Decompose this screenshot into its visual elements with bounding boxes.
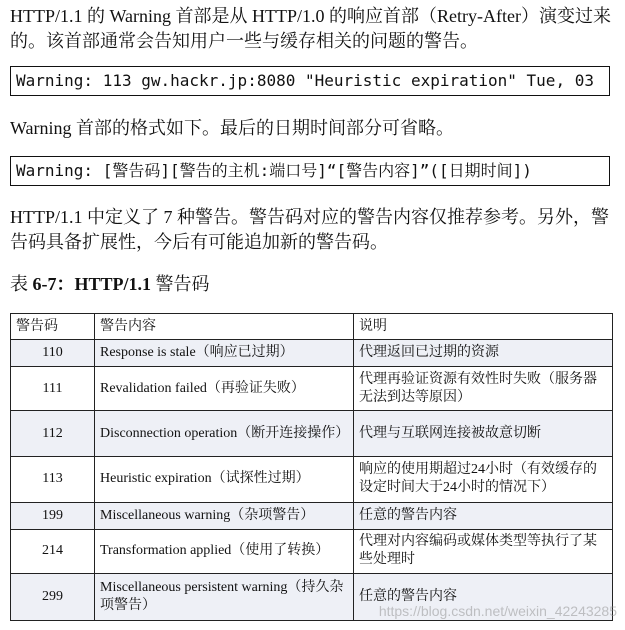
warning-content-cell: Disconnection operation（断开连接操作）: [95, 411, 354, 457]
caption-prefix: 表: [10, 274, 33, 294]
table-header-row: [11, 314, 613, 340]
warning-content-cell: Miscellaneous warning（杂项警告）: [95, 502, 354, 529]
caption-title-rest: 警告码: [151, 274, 210, 294]
warning-codes-table: [10, 313, 613, 621]
warning-syntax-code: Warning: [警告码][警告的主机:端口号]“[警告内容]”([日期时间]): [10, 156, 610, 186]
warning-code-cell: 113: [11, 457, 95, 502]
warning-code-cell: 199: [11, 502, 95, 529]
warning-content-cell: Miscellaneous persistent warning（持久杂项警告）: [95, 573, 354, 620]
warning-description-cell: 代理对内容编码或媒体类型等执行了某些处理时: [354, 529, 613, 573]
warning-description-cell: 任意的警告内容: [354, 573, 613, 620]
warning-description-cell: 代理再验证资源有效性时失败（服务器无法到达等原因）: [354, 367, 613, 411]
warning-count-paragraph: HTTP/1.1 中定义了 7 种警告。警告码对应的警告内容仅推荐参考。另外，警告码具备扩展性，今后有可能追加新的警告码。: [10, 207, 609, 252]
warning-description-cell: 代理返回已过期的资源: [354, 340, 613, 367]
warning-content-cell: Transformation applied（使用了转换）: [95, 529, 354, 573]
warning-description-cell: 任意的警告内容: [354, 502, 613, 529]
header-content: 警告内容: [95, 314, 354, 340]
table-row: [11, 502, 613, 529]
table-row: [11, 367, 613, 411]
warning-content-cell: Heuristic expiration（试探性过期）: [95, 457, 354, 502]
warning-code-cell: 214: [11, 529, 95, 573]
watermark-text: https://blog.csdn.net/weixin_42243285: [378, 603, 617, 619]
format-paragraph: Warning 首部的格式如下。最后的日期时间部分可省略。: [10, 118, 455, 138]
warning-description-cell: 代理与互联网连接被故意切断: [354, 411, 613, 457]
warning-content-cell: Revalidation failed（再验证失败）: [95, 367, 354, 411]
table-row: [11, 457, 613, 502]
warning-example-code: Warning: 113 gw.hackr.jp:8080 "Heuristic expiration" Tue, 03: [10, 66, 610, 96]
warning-code-cell: 299: [11, 573, 95, 620]
table-row: [11, 340, 613, 367]
table-row: [11, 529, 613, 573]
table-caption: [10, 272, 210, 297]
warning-code-cell: 111: [11, 367, 95, 411]
warning-content-cell: Response is stale（响应已过期）: [95, 340, 354, 367]
intro-paragraph: HTTP/1.1 的 Warning 首部是从 HTTP/1.0 的响应首部（Retry-After）演变过来的。该首部通常会告知用户一些与缓存相关的问题的警告。: [10, 6, 611, 51]
caption-title-bold: HTTP/1.1: [74, 274, 152, 294]
header-code: 警告码: [11, 314, 95, 340]
warning-description-cell: 响应的使用期超过24小时（有效缓存的设定时间大于24小时的情况下）: [354, 457, 613, 502]
header-description: 说明: [354, 314, 613, 340]
table-row: [11, 411, 613, 457]
warning-code-cell: 112: [11, 411, 95, 457]
caption-number: 6-7：: [32, 274, 75, 294]
warning-code-cell: 110: [11, 340, 95, 367]
